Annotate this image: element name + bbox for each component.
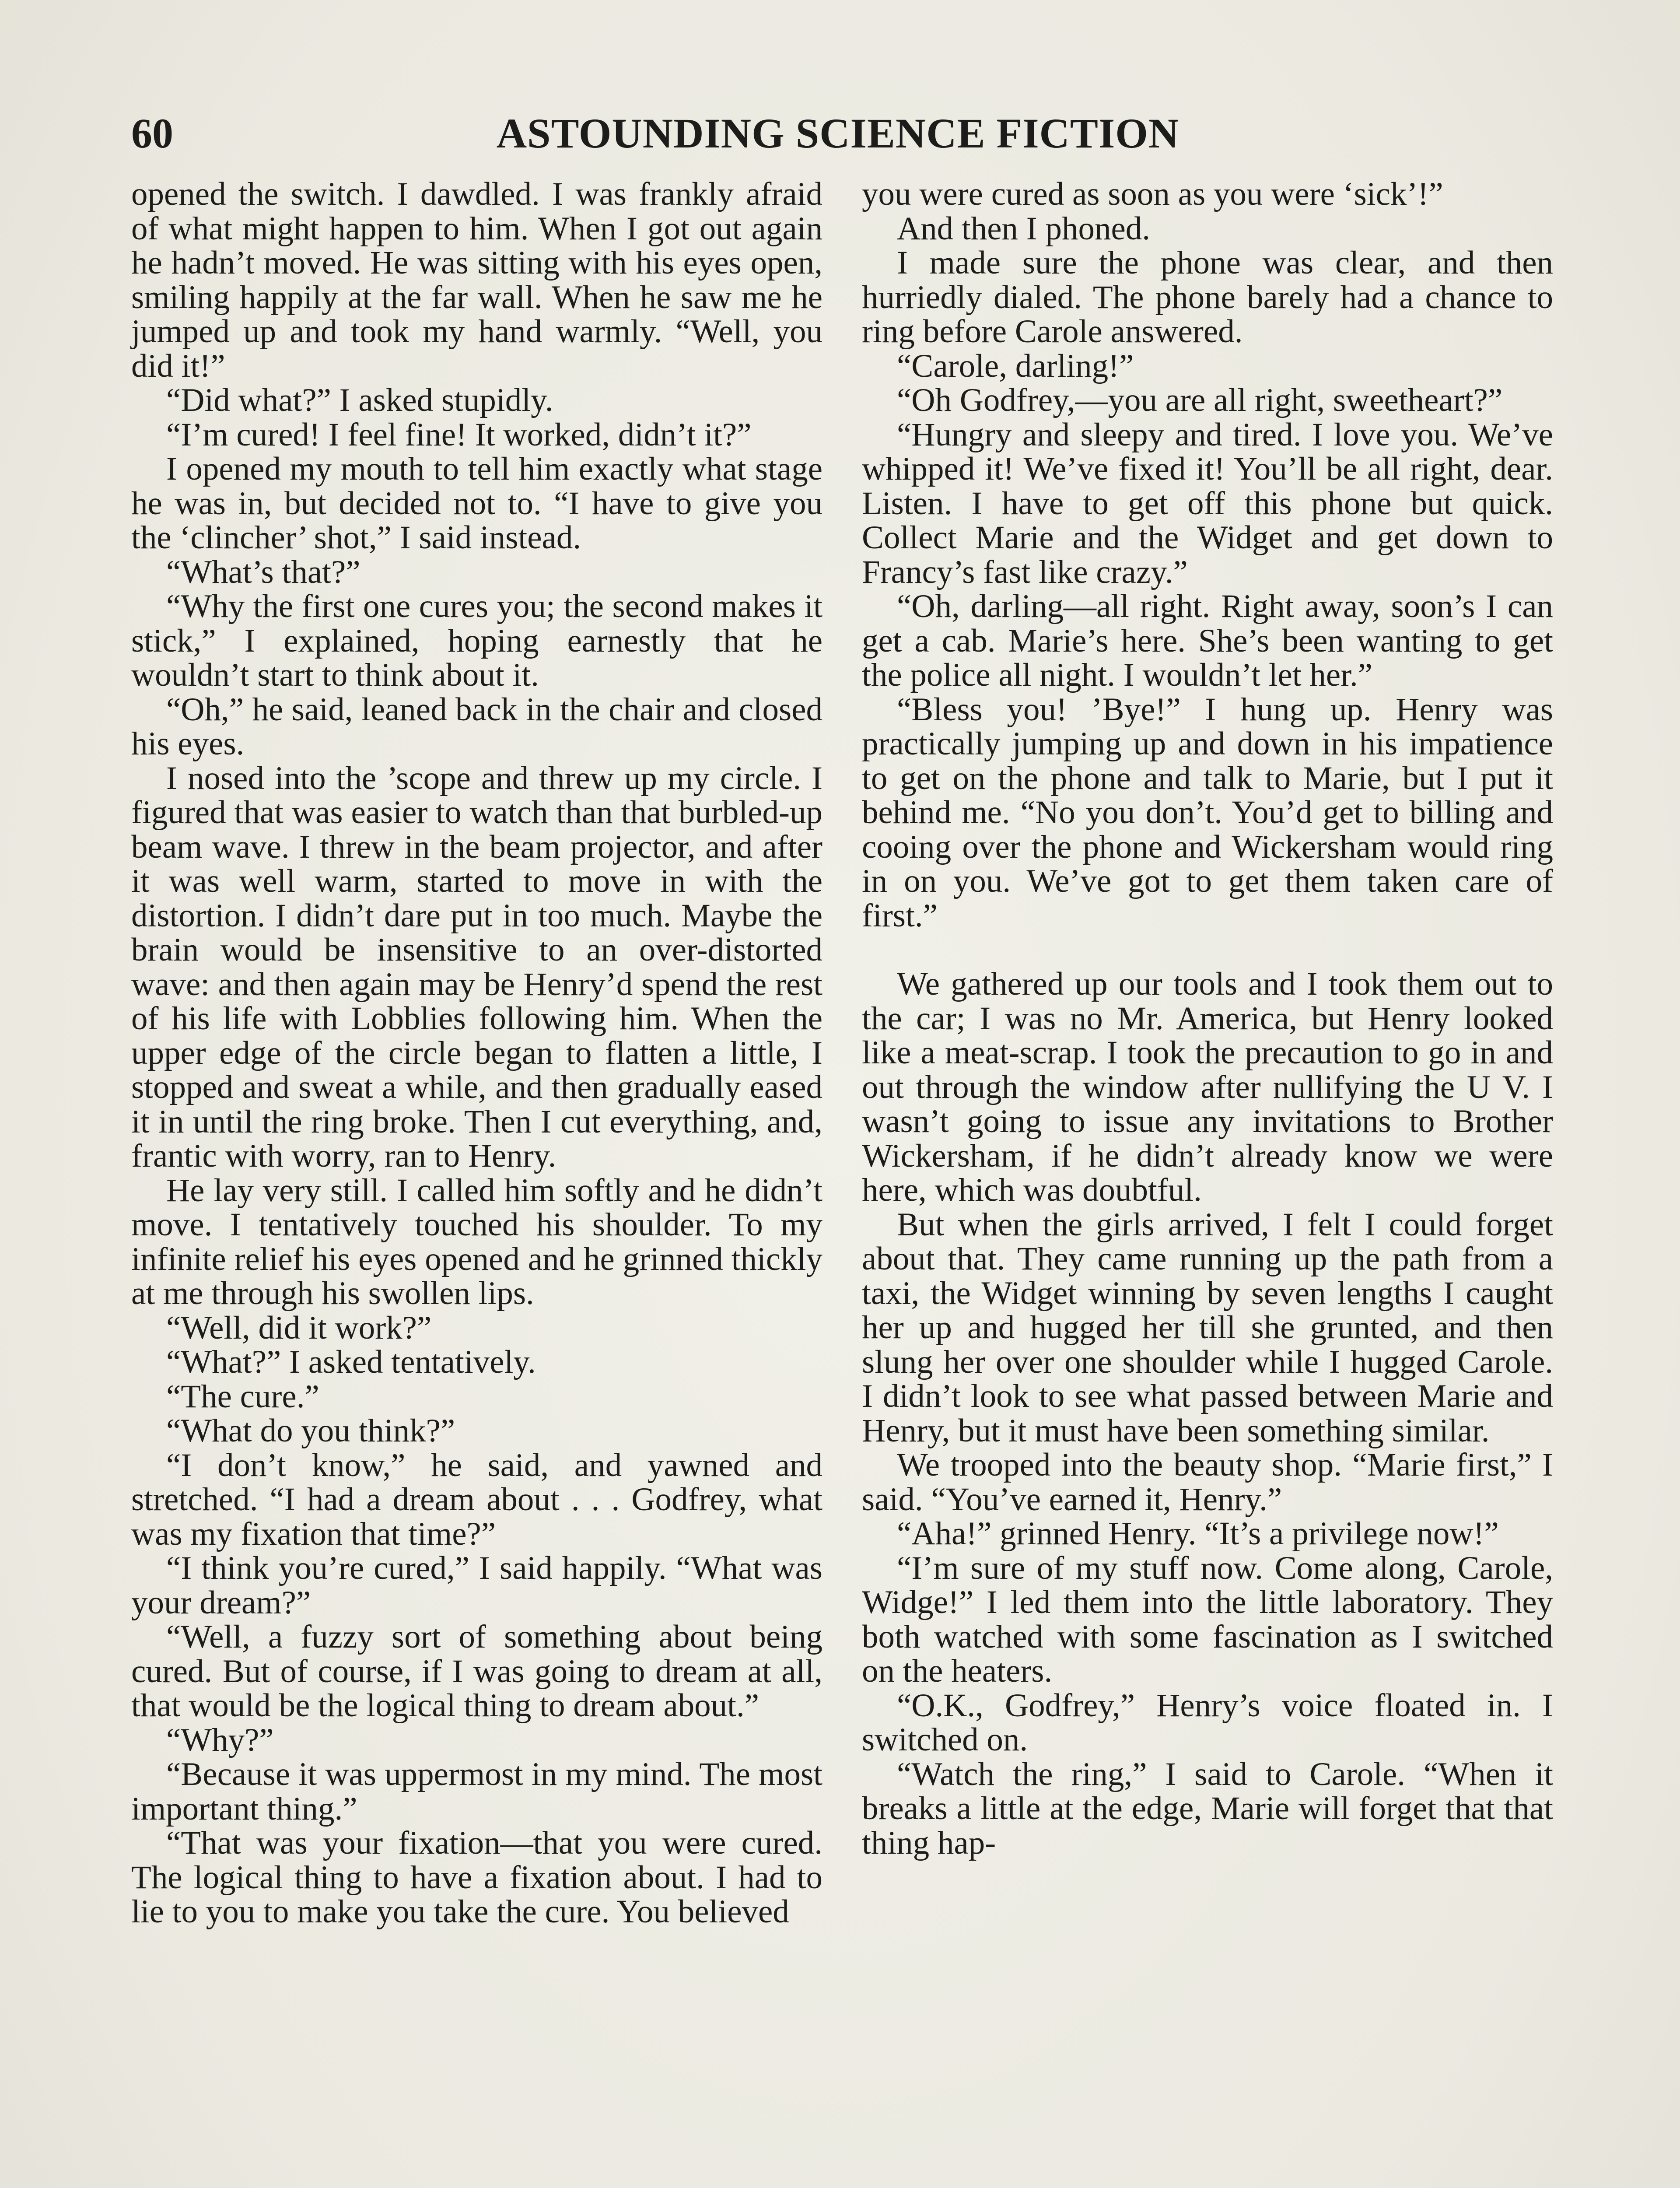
paragraph: “I’m sure of my stuff now. Come along, Carole, Widge!” I led them into the little laboratory. They both watched with some fascination as I switched on the heaters. <box>862 1550 1553 1689</box>
paragraph: We gathered up our tools and I took them out to the car; I was no Mr. America, but Henry looked like a meat-scrap. I took the precaution to go in and out through the window after nullifying the U V. I wasn’t going to issue any invitations to Brother Wickersham, if he didn’t already know we were here, which was doubtful. <box>862 966 1553 1208</box>
paragraph: He lay very still. I called him softly and he didn’t move. I tentatively touched his shoulder. To my infinite relief his eyes opened and he grinned thickly at me through his swollen lips. <box>131 1172 822 1311</box>
paragraph: “I don’t know,” he said, and yawned and stretched. “I had a dream about . . . Godfrey, what was my fixation that time?” <box>131 1447 822 1552</box>
paragraph: “Did what?” I asked stupidly. <box>166 382 553 418</box>
paragraph: We trooped into the beauty shop. “Marie first,” I said. “You’ve earned it, Henry.” <box>862 1447 1553 1518</box>
paragraph: “Well, a fuzzy sort of something about being cured. But of course, if I was going to dream at all, that would be the logical thing to dream about.” <box>131 1619 822 1724</box>
paragraph: “Watch the ring,” I said to Carole. “When it breaks a little at the edge, Marie will forget that that thing hap- <box>862 1756 1553 1861</box>
paragraph: “O.K., Godfrey,” Henry’s voice floated in. I switched on. <box>862 1687 1553 1758</box>
paragraph: I made sure the phone was clear, and then hurriedly dialed. The phone barely had a chance to ring before Carole answered. <box>862 245 1553 350</box>
paragraph: “Carole, darling!” <box>897 347 1134 384</box>
paragraph: “That was your fixation—that you were cured. The logical thing to have a fixation about. I had to lie to you to make you take the cure. You believed <box>131 1825 822 1930</box>
paragraph: “I think you’re cured,” I said happily. “What was your dream?” <box>131 1550 822 1621</box>
paragraph: “Why the first one cures you; the second makes it stick,” I explained, hoping earnestly that he wouldn’t start to think about it. <box>131 588 822 693</box>
paragraph: “Well, did it work?” <box>166 1309 432 1346</box>
paragraph: “Hungry and sleepy and tired. I love you. We’ve whipped it! We’ve fixed it! You’ll be all right, dear. Listen. I have to get off this phone but quick. Collect Marie and the Widget and get down to Francy’s fast like crazy.” <box>862 416 1553 590</box>
paragraph: “What’s that?” <box>166 554 360 590</box>
paragraph: I opened my mouth to tell him exactly what stage he was in, but decided not to. “I have to give you the ‘clincher’ shot,” I said instead. <box>131 451 822 556</box>
paragraph: “The cure.” <box>166 1378 319 1415</box>
paragraph: you were cured as soon as you were ‘sick’!” <box>862 176 1443 212</box>
paragraph: opened the switch. I dawdled. I was frankly afraid of what might happen to him. When I got out again he hadn’t moved. He was sitting with his eyes open, smiling happily at the far wall. When he saw me he jumped up and took my hand warmly. “Well, you did it!” <box>131 176 822 384</box>
paragraph: “Bless you! ’Bye!” I hung up. Henry was practically jumping up and down in his impatience to get on the phone and talk to Marie, but I put it behind me. “No you don’t. You’d get to billing and cooing over the phone and Wickersham would ring in on you. We’ve got to get them taken care of first.” <box>862 691 1553 934</box>
paragraph: “Why?” <box>166 1722 274 1758</box>
paragraph: “Because it was uppermost in my mind. The most important thing.” <box>131 1756 822 1827</box>
page-header <box>131 101 1544 166</box>
right-column <box>862 177 1553 1860</box>
paragraph: “What?” I asked tentatively. <box>166 1344 536 1380</box>
paragraph: “Oh Godfrey,—you are all right, sweetheart?” <box>897 382 1503 418</box>
paragraph: And then I phoned. <box>897 210 1151 247</box>
running-head: ASTOUNDING SCIENCE FICTION <box>496 110 1180 157</box>
paragraph: “Oh,” he said, leaned back in the chair and closed his eyes. <box>131 691 822 762</box>
paragraph: “Aha!” grinned Henry. “It’s a privilege now!” <box>897 1515 1499 1552</box>
paragraph: But when the girls arrived, I felt I could forget about that. They came running up the path from a taxi, the Widget winning by seven lengths I caught her up and hugged her till she grunted, and then slung her over one shoulder while I hugged Carole. I didn’t look to see what passed between Marie and Henry, but it must have been something similar. <box>862 1206 1553 1449</box>
paragraph: “What do you think?” <box>166 1413 455 1449</box>
page-number: 60 <box>131 110 173 157</box>
paragraph: “I’m cured! I feel fine! It worked, didn’t it?” <box>166 416 752 453</box>
paragraph: I nosed into the ’scope and threw up my circle. I figured that was easier to watch than that burbled-up beam wave. I threw in the beam projector, and after it was well warm, started to move in with the distortion. I didn’t dare put in too much. Maybe the brain would be insensitive to an over-distorted wave: and then again may be Henry’d spend the rest of his life with Lobblies following him. When the upper edge of the circle began to flatten a little, I stopped and sweat a while, and then gradually eased it in until the ring broke. Then I cut everything, and, frantic with worry, ran to Henry. <box>131 760 822 1174</box>
paragraph: “Oh, darling—all right. Right away, soon’s I can get a cab. Marie’s here. She’s been wanting to get the police all night. I wouldn’t let her.” <box>862 588 1553 693</box>
left-column <box>131 177 822 1929</box>
